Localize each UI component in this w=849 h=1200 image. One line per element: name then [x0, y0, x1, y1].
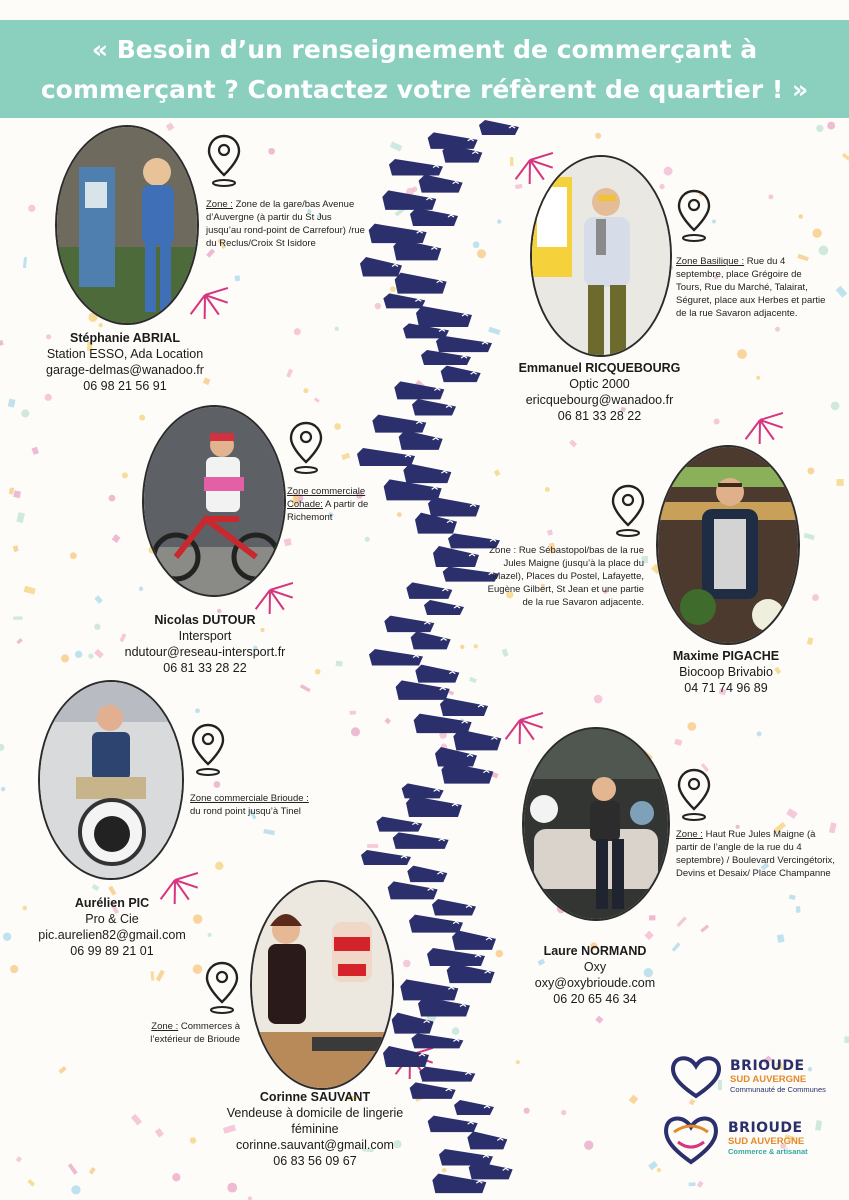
cobblestone — [421, 350, 471, 365]
zone-label: Zone Basilique : — [676, 256, 745, 267]
zone-text: Commerces à l’extérieur de Brioude — [150, 1021, 240, 1045]
cobblestone — [411, 631, 451, 649]
zone-text: Rue du 4 septembre, place Grégoire de Tours, Rue du Marché, Talairat, Séguret, place aux Herbes et partie de la rue Savaron adjacente. — [676, 256, 826, 319]
zone-corinne — [130, 1020, 240, 1046]
contact-corinne — [210, 1089, 420, 1169]
cobblestone — [428, 1116, 478, 1133]
cobblestone — [479, 120, 519, 135]
contact-phone[interactable]: 06 81 33 28 22 — [163, 661, 247, 675]
cobblestone — [406, 796, 462, 817]
contact-name: Aurélien PIC — [74, 896, 150, 910]
location-pin-icon — [190, 722, 226, 778]
contact-email[interactable]: ndutour@reseau-intersport.fr — [124, 645, 286, 659]
cobblestone — [407, 866, 447, 883]
contact-emmanuel — [487, 360, 712, 424]
photo-laure — [522, 727, 670, 921]
contact-nicolas — [100, 612, 310, 676]
cobblestone — [383, 1046, 429, 1067]
contact-shop: Station ESSO, Ada Location — [46, 347, 204, 361]
contact-name: Maxime PIGACHE — [672, 649, 780, 663]
cobblestone — [396, 680, 450, 700]
zone-text: Zone : Rue Sébastopol/bas de la rue Jules Maigne (jusqu’à la place du Mazel), Places du Postel, Lafayette, Eugène Gilbert, St Jean et une partie de la rue Savaron adjacente. — [487, 545, 644, 608]
zone-text: Zone de la gare/bas Avenue d’Auvergne (à partir du St Jus jusqu’au rond-point de Carrefour) /rue du Reclus/Croix St Isidore — [206, 199, 365, 249]
cobblestone — [454, 1100, 494, 1115]
contact-name: Stéphanie ABRIAL — [70, 331, 180, 345]
cobblestone — [406, 582, 452, 599]
cobblestone — [376, 817, 422, 832]
logo-title: BRIOUDE — [730, 1058, 805, 1074]
contact-shop: Optic 2000 — [569, 377, 630, 391]
zone-aurelien — [190, 792, 340, 818]
zone-laure — [676, 828, 836, 880]
contact-shop: Biocoop Brivabio — [679, 665, 773, 679]
cobblestone — [467, 1131, 507, 1149]
logo-communaute — [668, 1052, 828, 1102]
contact-maxime — [636, 648, 816, 696]
contact-phone[interactable]: 06 20 65 46 34 — [553, 992, 637, 1006]
location-pin-icon — [610, 483, 646, 539]
contact-stephanie — [20, 330, 230, 394]
zone-label: Zone commerciale Brioude : — [190, 793, 309, 804]
cobblestone — [402, 783, 444, 798]
cobblestone — [360, 257, 402, 277]
contact-phone[interactable]: 04 71 74 96 89 — [684, 681, 768, 695]
cobblestone — [440, 698, 488, 716]
contact-shop: Intersport — [178, 629, 232, 643]
contact-shop: Vendeuse à domicile de lingerie féminine — [226, 1106, 404, 1136]
cobblestone — [416, 306, 472, 327]
zone-text: A partir de Richemont — [287, 499, 369, 523]
cobblestone — [439, 1149, 493, 1166]
contact-name: Laure NORMAND — [543, 944, 647, 958]
contact-email[interactable]: pic.aurelien82@gmail.com — [38, 928, 186, 942]
cobblestone — [432, 899, 476, 916]
cobblestone — [415, 665, 459, 683]
title-line-1: « Besoin d’un renseignement de commerçant à — [91, 35, 758, 64]
zone-emmanuel — [676, 255, 828, 320]
contact-shop: Oxy — [583, 960, 607, 974]
contact-name: Emmanuel RICQUEBOURG — [518, 361, 681, 375]
logo-title: BRIOUDE — [728, 1120, 803, 1136]
contact-email[interactable]: ericquebourg@wanadoo.fr — [525, 393, 674, 407]
cobblestone — [369, 224, 427, 244]
contact-name: Nicolas DUTOUR — [154, 613, 256, 627]
contact-email[interactable]: corinne.sauvant@gmail.com — [236, 1138, 394, 1152]
cobblestone — [409, 915, 463, 933]
photo-maxime — [656, 445, 800, 645]
zone-maxime — [476, 544, 644, 609]
cobblestone — [427, 948, 485, 966]
photo-stephanie — [55, 125, 199, 325]
contact-laure — [490, 943, 700, 1007]
zone-nicolas — [287, 485, 387, 524]
cobblestone — [361, 850, 411, 865]
cobblestone — [441, 366, 481, 383]
logo-commerce — [660, 1112, 830, 1168]
zone-text: du rond point jusqu’à Tinel — [190, 806, 301, 817]
heart-logo-icon — [660, 1112, 722, 1166]
location-pin-icon — [676, 767, 712, 823]
contact-phone[interactable]: 06 98 21 56 91 — [83, 379, 167, 393]
zone-label: Zone : — [676, 829, 703, 840]
contact-aurelien — [12, 895, 212, 959]
cobblestone — [395, 273, 447, 294]
cobblestone — [357, 448, 415, 466]
cobblestone — [384, 616, 434, 633]
cobblestone — [433, 546, 479, 567]
logo-subtitle: SUD AUVERGNE — [728, 1136, 805, 1147]
cobblestone — [410, 208, 458, 226]
photo-aurelien — [38, 680, 184, 880]
photo-emmanuel — [530, 155, 672, 357]
cobblestone — [383, 293, 425, 308]
cobblestone — [453, 729, 501, 750]
cobblestone — [394, 381, 444, 399]
cobblestone — [436, 336, 492, 353]
location-pin-icon — [288, 420, 324, 476]
contact-email[interactable]: oxy@oxybrioude.com — [534, 976, 656, 990]
location-pin-icon — [206, 133, 242, 189]
zone-label: Zone : — [206, 199, 233, 210]
photo-nicolas — [142, 405, 286, 597]
cobblestone — [411, 1033, 463, 1048]
logo-tagline: Commerce & artisanat — [728, 1147, 808, 1156]
contact-phone[interactable]: 06 99 89 21 01 — [70, 944, 154, 958]
contact-phone[interactable]: 06 83 56 09 67 — [273, 1154, 357, 1168]
cobblestone — [393, 832, 449, 849]
cobblestone — [369, 649, 423, 666]
zone-stephanie — [206, 198, 366, 250]
cobblestone — [399, 430, 443, 450]
cobblestone — [424, 600, 464, 615]
contact-email[interactable]: garage-delmas@wanadoo.fr — [46, 363, 204, 377]
cobblestone — [403, 464, 451, 484]
cobblestone — [447, 964, 495, 984]
photo-corinne — [250, 880, 394, 1090]
title-line-2: commerçant ? Contactez votre réfèrent de quartier ! » — [40, 75, 809, 104]
contact-phone[interactable]: 06 81 33 28 22 — [557, 409, 642, 423]
cobblestone — [469, 1161, 513, 1179]
cobblestone — [419, 175, 463, 193]
location-pin-icon — [204, 960, 240, 1016]
cobblestone — [412, 399, 456, 416]
logo-tagline: Communauté de Communes — [730, 1085, 826, 1094]
zone-label: Zone commerciale Cohade: — [287, 486, 366, 510]
cobblestone — [389, 159, 443, 176]
contact-name: Corinne SAUVANT — [259, 1090, 371, 1104]
cobblestone — [428, 497, 480, 517]
cobblestone — [382, 190, 436, 210]
logo-subtitle: SUD AUVERGNE — [730, 1074, 807, 1085]
zone-label: Zone : — [151, 1021, 179, 1032]
cobblestone — [388, 881, 438, 899]
heart-logo-icon — [668, 1052, 724, 1100]
contact-shop: Pro & Cie — [85, 912, 139, 926]
cobblestone — [372, 415, 426, 433]
zone-text: Haut Rue Jules Maigne (à partir de l’angle de la rue du 4 septembre) / Boulevard Vercingétorix, Devins et Desaix/ Place Champanne — [676, 829, 835, 879]
location-pin-icon — [676, 188, 712, 244]
